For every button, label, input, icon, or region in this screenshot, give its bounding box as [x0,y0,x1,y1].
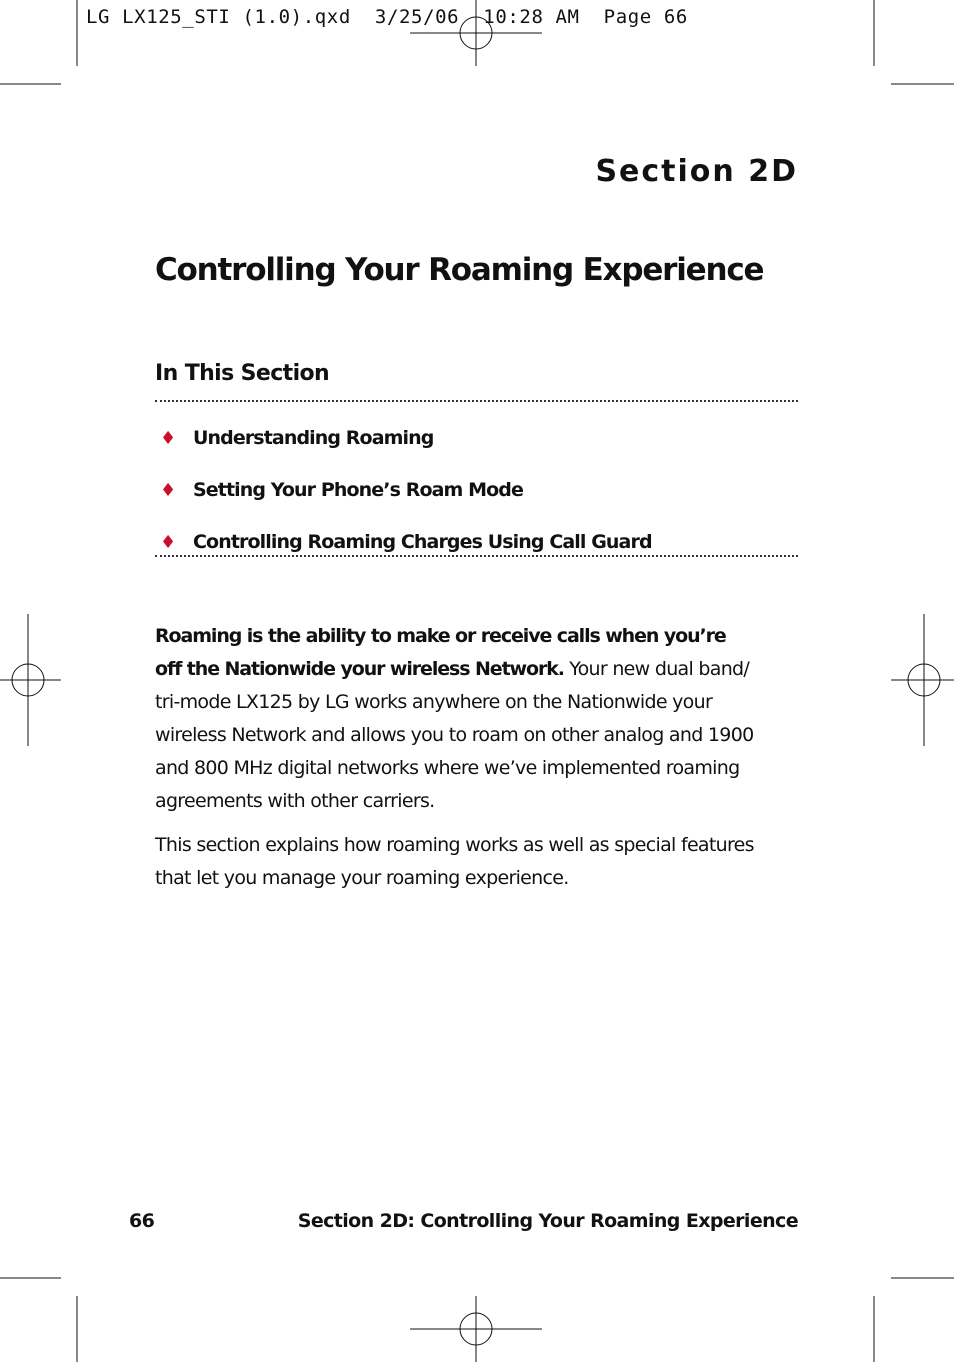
print-slug: LG LX125_STI (1.0).qxd 3/25/06 10:28 AM Page 66 [86,6,688,28]
list-item-label: Controlling Roaming Charges Using Call Guard [193,531,652,553]
list-item [155,516,798,568]
list-item [155,464,798,516]
dotted-divider-bottom [155,555,798,557]
section-tag: Section 2D [595,154,798,189]
explanation-paragraph: This section explains how roaming works as well as special features that let you manage your roaming experience. [155,834,754,889]
intro-lead: Roaming is the ability to make or receive calls when you’re off the Nationwide your wireless Network. [155,625,726,680]
page-title: Controlling Your Roaming Experience [155,252,764,288]
dotted-divider-top [155,400,798,402]
intro-rest: Your new dual band/ tri-mode LX125 by LG works anywhere on the Nationwide your wireless Network and allows you to roam on other analog and 1900 and 800 MHz digital networks where we’ve implemented roaming agreements with other carriers. [155,658,754,812]
section-contents-list [155,412,798,568]
diamond-bullet-icon: ♦ [160,427,177,449]
body-text [155,620,755,906]
list-item-label: Setting Your Phone’s Roam Mode [193,479,523,501]
diamond-bullet-icon: ♦ [160,531,177,553]
intro-paragraph [155,620,755,818]
page-number: 66 [129,1210,155,1232]
list-item-label: Understanding Roaming [193,427,434,449]
list-item [155,412,798,464]
running-footer-title: Section 2D: Controlling Your Roaming Experience [297,1210,798,1232]
in-this-section-heading: In This Section [155,361,330,386]
diamond-bullet-icon: ♦ [160,479,177,501]
